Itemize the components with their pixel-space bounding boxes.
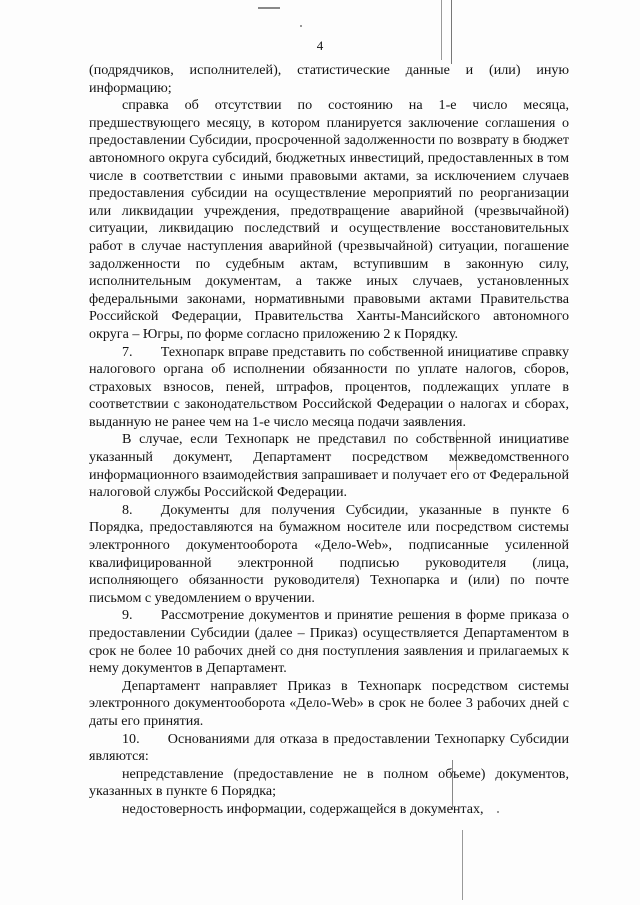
paragraph: 8. Документы для получения Субсидии, указанные в пункте 6 Порядка, предоставляются на бумажном носителе или посредством системы электронного документооборота «Дело-Web», подписанные усиленной квалифицированной электронной подписью руководителя (лица, исполняющего обязанности руководителя) Технопарка и (или) по почте письмом с уведомлением о вручении. <box>89 501 569 606</box>
paragraph: непредставление (предоставление не в полном объеме) документов, указанных в пункте 6 Порядка; <box>89 765 569 800</box>
scan-artifact-binding-5 <box>462 830 463 900</box>
page-number: 4 <box>316 38 324 53</box>
scan-artifact-binding-2 <box>451 0 452 64</box>
paragraph: В случае, если Технопарк не представил по собственной инициативе указанный документ, Департамент посредством межведомственного информационного взаимодействия запрашивает и получает его от Федеральной налоговой службы Российской Федерации. <box>89 431 569 501</box>
scan-artifact-dot <box>300 25 302 27</box>
paragraph: (подрядчиков, исполнителей), статистические данные и (или) иную информацию; <box>89 62 569 96</box>
paragraph: Департамент направляет Приказ в Технопарк посредством системы электронного документооборота «Дело-Web» в срок не более 3 рабочих дней с даты его принятия. <box>89 677 569 729</box>
paragraph: 9. Рассмотрение документов и принятие решения в форме приказа о предоставлении Субсидии (далее – Приказ) осуществляется Департаментом в срок не более 10 рабочих дней со дня поступления заявления и прилагаемых к нему документов в Департамент. <box>89 607 569 677</box>
paragraph: 10. Основаниями для отказа в предоставлении Технопарку Субсидии являются: <box>89 730 569 765</box>
paragraph: недостоверность информации, содержащейся в документах, <box>122 800 484 817</box>
paragraph: 7. Технопарк вправе представить по собственной инициативе справку налогового органа об исполнении обязанности по уплате налогов, сборов, страховых взносов, пеней, штрафов, процентов, подлежащих уплате в соответствии с законодательством Российской Федерации о налогах и сборах, выданную не ранее чем на 1-е число месяца подачи заявления. <box>89 343 569 430</box>
scan-artifact-top <box>258 7 280 9</box>
paragraph: справка об отсутствии по состоянию на 1-е число месяца, предшествующего месяцу, в котором планируется заключение соглашения о предоставлении Субсидии, просроченной задолженности по возврату в бюджет автономного округа субсидий, бюджетных инвестиций, предоставленных в том числе в соответствии с иными правовыми актами, за исключением случаев предоставления субсидии на осуществление мероприятий по реорганизации или ликвидации учреждения, предотвращение аварийной (чрезвычайной) ситуации, ликвидацию последствий и осуществление восстановительных работ в случае наступления аварийной (чрезвычайной) ситуации, погашение задолженности по судебным актам, вступившим в законную силу, исполнительным документам, а также иных случаев, установленных федеральными законами, нормативными правовыми актами Правительства Российской Федерации, Правительства Ханты-Мансийского автономного округа – Югры, по форме согласно приложению 2 к Порядку. <box>89 97 569 342</box>
document-body <box>89 62 569 819</box>
